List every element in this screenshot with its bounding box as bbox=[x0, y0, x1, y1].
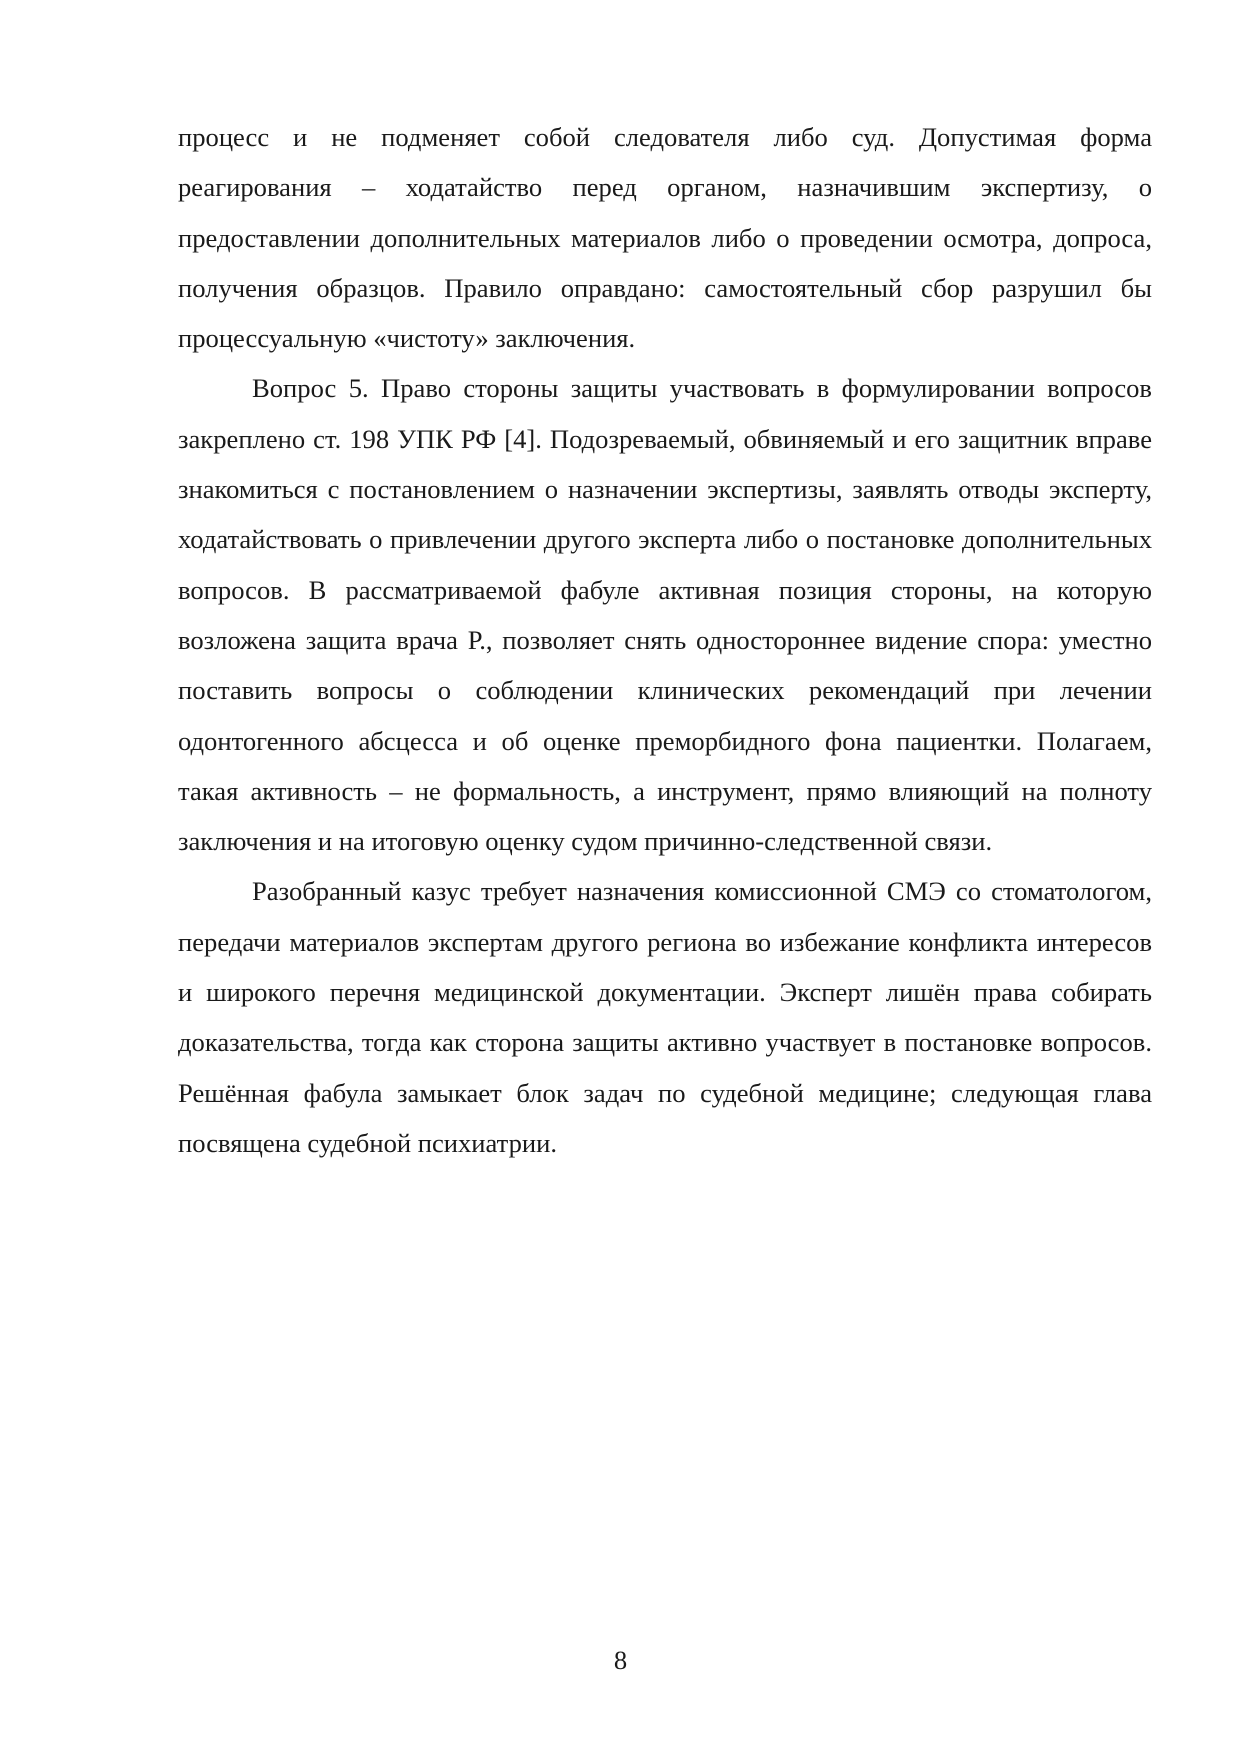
paragraph-conclusion: Разобранный казус требует назначения комиссионной СМЭ со стоматологом, передачи материалов экспертам другого региона во избежание конфликта интересов и широкого перечня медицинской документации. Эксперт лишён права собирать доказательства, тогда как сторона защиты активно участвует в постановке вопросов. Решённая фабула замыкает блок задач по судебной медицине; следующая глава посвящена судебной психиатрии. bbox=[178, 876, 1152, 1158]
body-text bbox=[178, 112, 1152, 1168]
paragraph-continuation: процесс и не подменяет собой следователя либо суд. Допустимая форма реагирования – ходатайство перед органом, назначившим экспертизу, о предоставлении дополнительных материалов либо о проведении осмотра, допроса, получения образцов. Правило оправдано: самостоятельный сбор разрушил бы процессуальную «чистоту» заключения. bbox=[178, 122, 1152, 354]
paragraph-question-5: Вопрос 5. Право стороны защиты участвовать в формулировании вопросов закреплено ст. 198 УПК РФ [4]. Подозреваемый, обвиняемый и его защитник вправе знакомиться с постановлением о назначении экспертизы, заявлять отводы эксперту, ходатайствовать о привлечении другого эксперта либо о постановке дополнительных вопросов. В рассматриваемой фабуле активная позиция стороны, на которую возложена защита врача Р., позволяет снять одностороннее видение спора: уместно поставить вопросы о соблюдении клинических рекомендаций при лечении одонтогенного абсцесса и об оценке преморбидного фона пациентки. Полагаем, такая активность – не формальность, а инструмент, прямо влияющий на полноту заключения и на итоговую оценку судом причинно-следственной связи. bbox=[178, 373, 1152, 857]
page-number: 8 bbox=[613, 1645, 628, 1675]
